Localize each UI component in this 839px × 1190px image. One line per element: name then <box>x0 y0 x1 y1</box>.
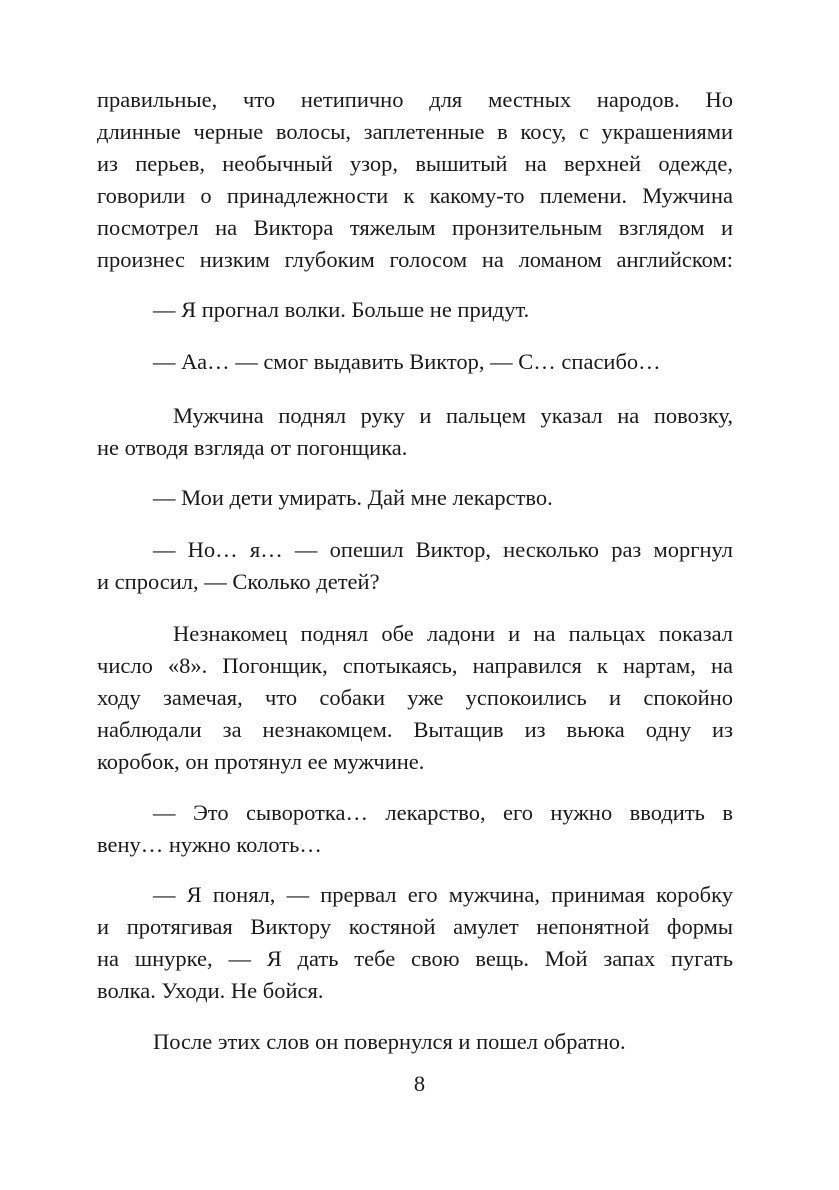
text-line: ходу замечая, что собаки уже успокоились и спокойно <box>97 685 733 710</box>
text-line: правильные, что нетипично для местных народов. Но <box>97 87 733 112</box>
dialogue-line: — Но… я… — опешил Виктор, несколько раз моргнул <box>153 537 733 562</box>
text-line: Незнакомец поднял обе ладони и на пальцах показал <box>173 621 733 646</box>
text-line: Мужчина поднял руку и пальцем указал на повозку, <box>173 403 733 428</box>
dialogue-line: — Аа… — смог выдавить Виктор, — С… спасибо… <box>153 349 661 374</box>
text-line: не отводя взгляда от погонщика. <box>97 435 408 460</box>
page-number: 8 <box>413 1071 426 1096</box>
text-line: говорили о принадлежности к какому-то племени. Мужчина <box>97 183 733 208</box>
text-line: посмотрел на Виктора тяжелым пронзительным взглядом и <box>97 215 733 240</box>
dialogue-line: — Я понял, — прервал его мужчина, принимая коробку <box>153 882 733 907</box>
text-line: длинные черные волосы, заплетенные в косу, с украшениями <box>97 119 733 144</box>
text-line: из перьев, необычный узор, вышитый на верхней одежде, <box>97 151 733 176</box>
text-line: наблюдали за незнакомцем. Вытащив из вьюка одну из <box>97 717 733 742</box>
dialogue-line: и протягивая Виктору костяной амулет непонятной формы <box>97 914 733 939</box>
dialogue-line: вену… нужно колоть… <box>97 832 322 857</box>
text-line: После этих слов он повернулся и пошел обратно. <box>153 1029 626 1054</box>
text-line: коробок, он протянул ее мужчине. <box>97 749 425 774</box>
text-line: произнес низким глубоким голосом на ломаном английском: <box>97 247 733 272</box>
dialogue-line: — Это сыворотка… лекарство, его нужно вводить в <box>153 800 733 825</box>
dialogue-line: — Я прогнал волки. Больше не придут. <box>153 297 530 322</box>
dialogue-line: — Мои дети умирать. Дай мне лекарство. <box>153 485 553 510</box>
dialogue-line: волка. Уходи. Не бойся. <box>97 978 324 1003</box>
dialogue-line: и спросил, — Сколько детей? <box>97 569 380 594</box>
text-line: число «8». Погонщик, спотыкаясь, направился к нартам, на <box>97 653 733 678</box>
dialogue-line: на шнурке, — Я дать тебе свою вещь. Мой запах пугать <box>97 946 733 971</box>
